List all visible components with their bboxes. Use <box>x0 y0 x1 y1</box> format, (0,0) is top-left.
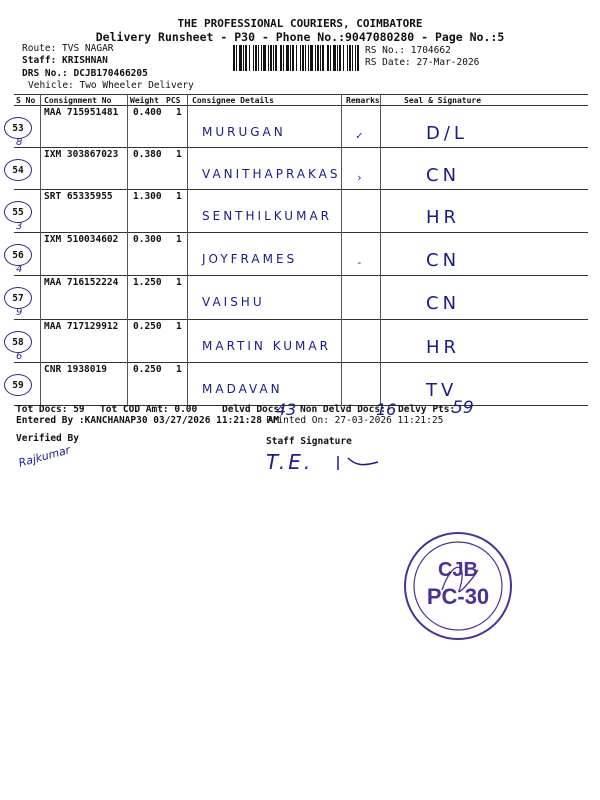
staff-signature: T.E. <box>266 450 314 474</box>
serial-handwritten-mark: 6 <box>16 351 23 362</box>
barcode-bar <box>245 45 247 71</box>
barcode-bar <box>352 45 353 71</box>
barcode-bar <box>280 45 282 71</box>
barcode-bar <box>286 45 289 71</box>
printed-on: Printed On: 27-03-2026 11:21:25 <box>266 415 444 426</box>
consignee-handwritten: MADAVAN <box>202 382 283 396</box>
consignment-number: IXM 303867023 <box>44 149 119 160</box>
consignment-number: SRT 65335955 <box>44 191 113 202</box>
delivery-points-label: Delvy Pts: <box>398 404 456 415</box>
seal-signature-handwritten: HR <box>426 337 461 358</box>
staff-label: Staff: KRISHNAN <box>22 55 108 66</box>
verified-signature: Rajkumar <box>17 443 72 470</box>
barcode-bar <box>270 45 272 71</box>
table-row <box>14 275 588 317</box>
barcode-bar <box>302 45 304 71</box>
barcode-bar <box>355 45 356 71</box>
pcs-value: 1 <box>176 107 182 118</box>
barcode-bar <box>339 45 341 71</box>
barcode <box>233 45 359 71</box>
consignment-number: MAA 716152224 <box>44 277 119 288</box>
barcode-bar <box>239 45 242 71</box>
barcode-bar <box>253 45 254 71</box>
remarks-handwritten: - <box>356 256 363 269</box>
non-delivered-docs-handwritten: 16 <box>376 400 397 419</box>
verified-by-label: Verified By <box>16 433 79 444</box>
pcs-value: 1 <box>176 364 182 375</box>
route-label: Route: TVS NAGAR <box>22 43 114 54</box>
barcode-bar <box>261 45 262 71</box>
table-row <box>14 319 588 361</box>
page-title: THE PROFESSIONAL COURIERS, COIMBATORE <box>177 17 423 30</box>
consignment-number: IXM 510034602 <box>44 234 119 245</box>
serial-handwritten-mark: 8 <box>16 137 23 148</box>
entered-by: Entered By :KANCHANAP30 03/27/2026 11:21:28 AM <box>16 415 280 426</box>
table-row <box>14 105 588 147</box>
table-row <box>14 232 588 274</box>
barcode-bar <box>305 45 306 71</box>
weight-value: 0.250 <box>133 364 162 375</box>
pcs-value: 1 <box>176 149 182 160</box>
col-pcs: PCS <box>166 96 181 105</box>
barcode-bar <box>327 45 329 71</box>
col-seal-signature: Seal & Signature <box>404 96 482 105</box>
barcode-bar <box>249 45 250 71</box>
barcode-bar <box>300 45 301 71</box>
barcode-bar <box>349 45 351 71</box>
table-row <box>14 362 588 404</box>
delivered-docs-handwritten: 43 <box>276 400 297 419</box>
weight-value: 1.250 <box>133 277 162 288</box>
serial-handwritten-mark: 3 <box>16 221 23 232</box>
vehicle-label: Vehicle: Two Wheeler Delivery <box>28 80 194 91</box>
stamp-line-2: PC-30 <box>426 584 490 609</box>
seal-signature-handwritten: CN <box>426 293 461 314</box>
delivery-table <box>14 94 588 406</box>
consignee-handwritten: VAISHU <box>202 295 265 309</box>
barcode-bar <box>315 45 316 71</box>
office-stamp <box>402 530 514 642</box>
barcode-bar <box>320 45 321 71</box>
rs-no-label: RS No.: 1704662 <box>365 45 451 56</box>
weight-value: 0.400 <box>133 107 162 118</box>
barcode-bar <box>275 45 277 71</box>
staff-signature-label: Staff Signature <box>266 436 352 447</box>
barcode-bar <box>333 45 336 71</box>
drs-label: DRS No.: DCJB170466205 <box>22 68 148 79</box>
barcode-bar <box>255 45 257 71</box>
serial-number: 53 <box>4 117 32 139</box>
weight-value: 0.300 <box>133 234 162 245</box>
table-row <box>14 147 588 189</box>
table-row <box>14 189 588 231</box>
col-consignment: Consignment No <box>44 96 112 105</box>
consignment-number: MAA 715951481 <box>44 107 119 118</box>
delivered-docs-label: Delvd Docs: <box>222 404 285 415</box>
barcode-bar <box>292 45 294 71</box>
barcode-bar <box>258 45 259 71</box>
consignee-handwritten: MARTIN KUMAR <box>202 339 331 353</box>
stamp-line-1: CJB <box>437 559 479 581</box>
total-docs: Tot Docs: 59 <box>16 404 85 415</box>
seal-signature-handwritten: CN <box>426 250 461 271</box>
barcode-bar <box>337 45 338 71</box>
total-cod-amount: Tot COD Amt: 0.00 <box>100 404 198 415</box>
barcode-bar <box>283 45 284 71</box>
pcs-value: 1 <box>176 234 182 245</box>
barcode-bar <box>317 45 319 71</box>
rs-date-label: RS Date: 27-Mar-2026 <box>365 57 480 68</box>
col-weight: Weight <box>130 96 159 105</box>
barcode-bar <box>290 45 291 71</box>
barcode-bar <box>296 45 297 71</box>
serial-number: 54 <box>4 159 32 181</box>
col-sno: S No <box>16 96 36 105</box>
pcs-value: 1 <box>176 321 182 332</box>
non-delivered-docs-label: Non Delvd Docs: <box>300 404 386 415</box>
serial-handwritten-mark: 9 <box>16 307 23 318</box>
barcode-bar <box>263 45 266 71</box>
barcode-bar <box>243 45 244 71</box>
barcode-bar <box>347 45 348 71</box>
consignee-handwritten: JOYFRAMES <box>202 252 298 266</box>
remarks-handwritten: ✓ <box>356 129 363 142</box>
consignee-handwritten: VANITHAPRAKAS <box>202 167 341 181</box>
pcs-value: 1 <box>176 277 182 288</box>
delivery-points-handwritten: 59 <box>452 398 474 418</box>
consignment-number: MAA 717129912 <box>44 321 119 332</box>
serial-number: 57 <box>4 287 32 309</box>
pcs-value: 1 <box>176 191 182 202</box>
col-consignee: Consignee Details <box>192 96 274 105</box>
seal-signature-handwritten: HR <box>426 207 461 228</box>
barcode-bar <box>330 45 331 71</box>
serial-number: 56 <box>4 244 32 266</box>
barcode-bar <box>273 45 274 71</box>
weight-value: 1.300 <box>133 191 162 202</box>
weight-value: 0.250 <box>133 321 162 332</box>
serial-handwritten-mark: 4 <box>16 264 23 275</box>
barcode-bar <box>308 45 309 71</box>
runsheet-subtitle: Delivery Runsheet - P30 - Phone No.:9047080280 - Page No.:5 <box>95 30 505 44</box>
barcode-bar <box>268 45 269 71</box>
remarks-handwritten: › <box>356 171 363 184</box>
serial-number: 55 <box>4 201 32 223</box>
staff-signature-flourish <box>334 452 384 474</box>
barcode-bar <box>236 45 237 71</box>
serial-number: 58 <box>4 331 32 353</box>
col-remarks: Remarks <box>346 96 380 105</box>
barcode-bar <box>343 45 344 71</box>
barcode-bar <box>233 45 235 71</box>
consignee-handwritten: MURUGAN <box>202 125 286 139</box>
consignee-handwritten: SENTHILKUMAR <box>202 209 332 223</box>
consignment-number: CNR 1938019 <box>44 364 107 375</box>
barcode-bar <box>357 45 359 71</box>
seal-signature-handwritten: TV <box>426 380 458 401</box>
barcode-bar <box>310 45 313 71</box>
seal-signature-handwritten: D/L <box>426 123 468 144</box>
serial-number: 59 <box>4 374 32 396</box>
barcode-bar <box>322 45 324 71</box>
seal-signature-handwritten: CN <box>426 165 461 186</box>
weight-value: 0.380 <box>133 149 162 160</box>
